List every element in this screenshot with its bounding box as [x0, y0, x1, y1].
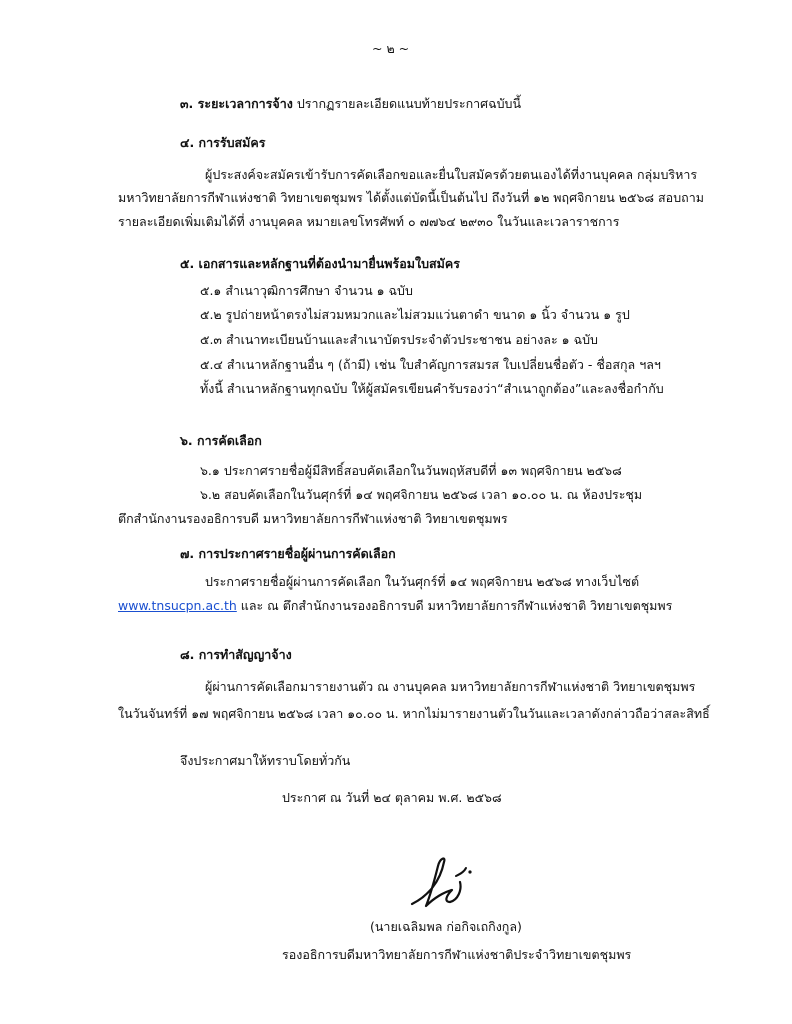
section-7-line-1: ประกาศรายชื่อผู้ผ่านการคัดเลือก ในวันศุกร์ที่ ๑๔ พฤศจิกายน ๒๕๖๘ ทางเว็บไซต์	[205, 574, 640, 589]
section-5-item-1: ๕.๑ สำเนาวุฒิการศึกษา จำนวน ๑ ฉบับ	[200, 283, 413, 298]
section-5-title: ๕. เอกสารและหลักฐานที่ต้องนำมายื่นพร้อมใบสมัคร	[180, 256, 460, 271]
section-5-note: ทั้งนี้ สำเนาหลักฐานทุกฉบับ ให้ผู้สมัครเขียนคำรับรองว่า“สำเนาถูกต้อง”และลงชื่อกำกับ	[200, 381, 664, 396]
section-6-line-3: ตึกสำนักงานรองอธิการบดี มหาวิทยาลัยการกีฬาแห่งชาติ วิทยาเขตชุมพร	[118, 511, 508, 526]
section-5-item-4: ๕.๔ สำเนาหลักฐานอื่น ๆ (ถ้ามี) เช่น ใบสำคัญการสมรส ใบเปลี่ยนชื่อตัว - ชื่อสกุล ฯลฯ	[200, 357, 661, 372]
closing-statement: จึงประกาศมาให้ทราบโดยทั่วกัน	[180, 753, 351, 768]
section-3-title: ๓. ระยะเวลาการจ้าง	[180, 96, 293, 111]
section-7-line-2-rest: และ ณ ตึกสำนักงานรองอธิการบดี มหาวิทยาลัยการกีฬาแห่งชาติ วิทยาเขตชุมพร	[236, 598, 673, 613]
section-7-title: ๗. การประกาศรายชื่อผู้ผ่านการคัดเลือก	[180, 546, 396, 561]
section-8-line-2: ในวันจันทร์ที่ ๑๗ พฤศจิกายน ๒๕๖๘ เวลา ๑๐.๐๐ น. หากไม่มารายงานตัวในวันและเวลาดังกล่าวถือว่าสละสิทธิ์	[118, 706, 710, 721]
section-4-title: ๔. การรับสมัคร	[180, 135, 266, 150]
section-4-line-2: มหาวิทยาลัยการกีฬาแห่งชาติ วิทยาเขตชุมพร ได้ตั้งแต่บัดนี้เป็นต้นไป ถึงวันที่ ๑๒ พฤศจิกายน ๒๕๖๘ สอบถาม	[118, 190, 704, 205]
section-5-item-3: ๕.๓ สำเนาทะเบียนบ้านและสำเนาบัตรประจำตัวประชาชน อย่างละ ๑ ฉบับ	[200, 332, 598, 347]
signer-title: รองอธิการบดีมหาวิทยาลัยการกีฬาแห่งชาติประจำวิทยาเขตชุมพร	[282, 947, 632, 962]
section-4-line-3: รายละเอียดเพิ่มเติมได้ที่ งานบุคคล หมายเลขโทรศัพท์ ๐ ๗๗๖๔ ๒๙๓๐ ในวันและเวลาราชการ	[118, 214, 620, 229]
signer-name: (นายเฉลิมพล ก่อกิจเถกิงกูล)	[370, 919, 522, 934]
section-3-text: ปรากฏรายละเอียดแนบท้ายประกาศฉบับนี้	[292, 96, 522, 111]
section-8-title: ๘. การทำสัญญาจ้าง	[180, 647, 292, 662]
section-6-line-2: ๖.๒ สอบคัดเลือกในวันศุกร์ที่ ๑๔ พฤศจิกายน ๒๕๖๘ เวลา ๑๐.๐๐ น. ณ ห้องประชุม	[200, 487, 643, 502]
section-7-line-2	[118, 597, 672, 615]
section-6-title: ๖. การคัดเลือก	[180, 433, 262, 448]
website-link[interactable]: www.tnsucpn.ac.th	[118, 598, 237, 613]
section-8-line-1: ผู้ผ่านการคัดเลือกมารายงานตัว ณ งานบุคคล มหาวิทยาลัยการกีฬาแห่งชาติ วิทยาเขตชุมพร	[205, 679, 696, 694]
section-5-item-2: ๕.๒ รูปถ่ายหน้าตรงไม่สวมหมวกและไม่สวมแว่นตาดำ ขนาด ๑ นิ้ว จำนวน ๑ รูป	[200, 307, 630, 322]
announcement-date: ประกาศ ณ วันที่ ๒๔ ตุลาคม พ.ศ. ๒๕๖๘	[282, 790, 502, 805]
handwritten-signature	[400, 852, 480, 916]
section-4-line-1: ผู้ประสงค์จะสมัครเข้ารับการคัดเลือกขอและยื่นใบสมัครด้วยตนเองได้ที่งานบุคคล กลุ่มบริหาร	[205, 167, 698, 182]
section-3	[180, 95, 521, 113]
page-number: ~ ๒ ~	[372, 41, 410, 56]
section-6-line-1: ๖.๑ ประกาศรายชื่อผู้มีสิทธิ์สอบคัดเลือกในวันพฤหัสบดีที่ ๑๓ พฤศจิกายน ๒๕๖๘	[200, 463, 622, 478]
